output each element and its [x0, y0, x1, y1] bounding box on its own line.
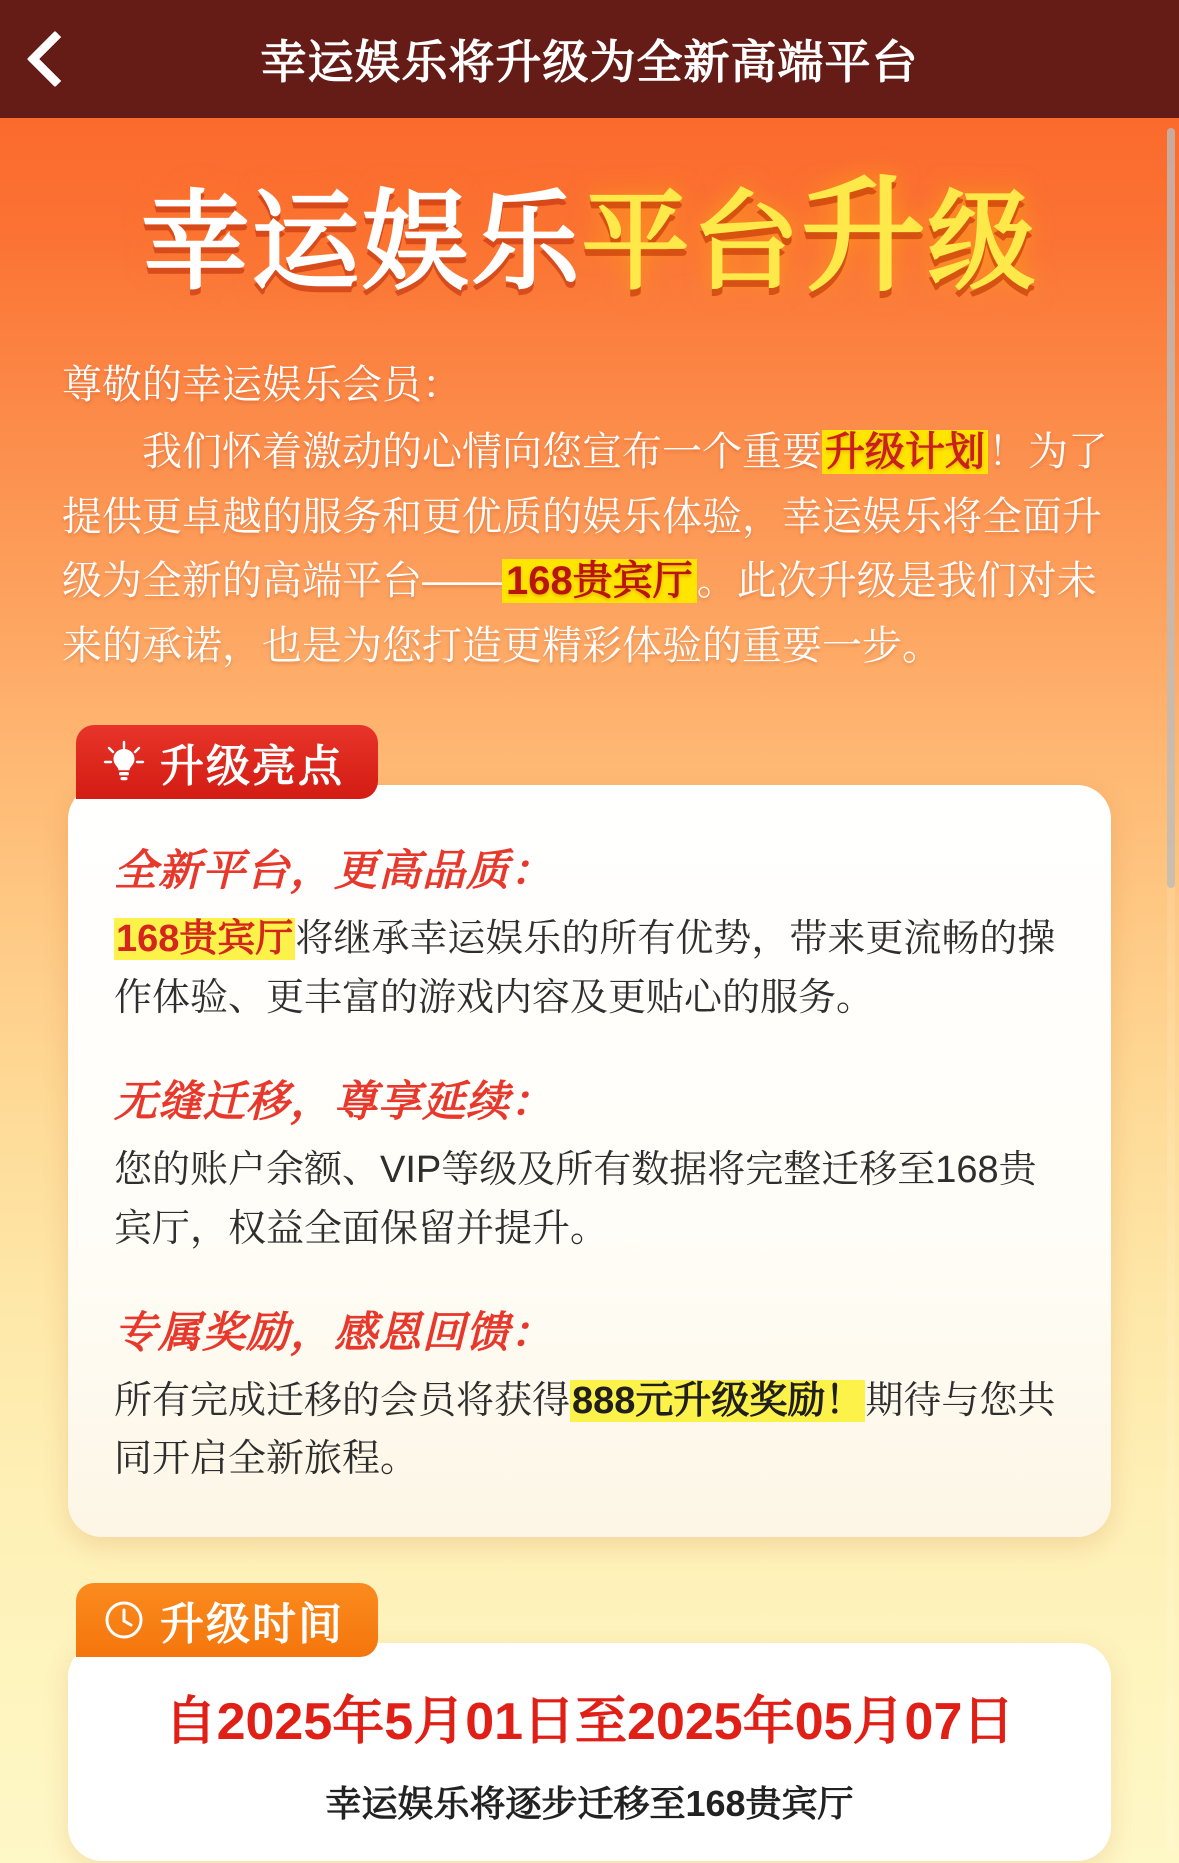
schedule-note: 幸运娱乐将逐步迁移至168贵宾厅: [325, 1783, 854, 1825]
schedule-tag: [76, 1583, 378, 1657]
intro-salutation: 尊敬的幸运娱乐会员：: [62, 363, 462, 407]
highlight-block-2: [114, 1068, 1065, 1259]
intro-text-1: 我们怀着激动的心情向您宣布一个重要: [142, 429, 822, 474]
schedule-date-range: 自2025年5月01日至2025年05月07日: [164, 1693, 1015, 1752]
highlight-body-1: 将继承幸运娱乐的所有优势，带来更流畅的操作体验、更丰富的游戏内容及更贴心的服务。: [114, 917, 1056, 1019]
highlights-tag-label: 升级亮点: [160, 741, 344, 791]
intro-highlight-vip: 168贵宾厅: [502, 559, 697, 603]
highlight-text-2: 您的账户余额、VIP等级及所有数据将完整迁移至168贵宾厅，权益全面保留并提升。: [114, 1148, 1037, 1250]
highlights-section: [68, 725, 1111, 1537]
highlight-title-1: 全新平台，更高品质：: [114, 846, 554, 895]
highlights-tag: [76, 725, 378, 799]
banner-title: [141, 160, 1037, 315]
lightbulb-icon: [102, 740, 146, 784]
banner-part-1: 幸运娱乐: [141, 181, 582, 302]
intro-highlight-plan: 升级计划: [822, 430, 988, 474]
intro-text-3: 。此次升级是我们对未来的承诺，也是为您打造更精彩体验的重要一步。: [62, 559, 1097, 669]
banner-part-3: 升: [801, 168, 928, 306]
schedule-card: [68, 1643, 1111, 1861]
page-content: [0, 118, 1179, 1863]
back-chevron-icon: [27, 31, 84, 88]
clock-icon: [102, 1598, 146, 1642]
highlight-title-2: 无缝迁移，尊享延续：: [114, 1077, 554, 1126]
highlights-card: [68, 785, 1111, 1537]
highlight-body-3a: 所有完成迁移的会员将获得: [114, 1379, 571, 1422]
schedule-tag-label: 升级时间: [160, 1600, 344, 1650]
highlight-block-3: [114, 1299, 1065, 1490]
highlight-text-1: [114, 910, 1065, 1028]
intro-body: [62, 420, 1117, 679]
banner-part-2: 平台: [581, 181, 802, 302]
highlight-body-3b: 期待与您共同开启全新旅程。: [114, 1379, 1056, 1481]
page-title: 幸运娱乐将升级为全新高端平台: [260, 36, 919, 88]
promo-banner: [0, 118, 1179, 325]
intro-paragraph: [62, 353, 1117, 679]
page-header: [0, 0, 1179, 118]
highlight-mark-3: 888元升级奖励！: [572, 1379, 864, 1422]
highlight-mark-1: 168贵宾厅: [116, 917, 294, 960]
highlight-title-3: 专属奖励，感恩回馈：: [114, 1308, 554, 1357]
banner-part-4: 级: [927, 181, 1038, 302]
intro-text-2: ！为了提供更卓越的服务和更优质的娱乐体验，幸运娱乐将全面升级为全新的高端平台——: [62, 429, 1108, 604]
schedule-section: [68, 1583, 1111, 1861]
highlight-block-1: [114, 837, 1065, 1028]
scrollbar-thumb[interactable]: [1167, 128, 1175, 888]
back-button[interactable]: [0, 0, 110, 118]
highlight-text-3: [114, 1372, 1065, 1490]
